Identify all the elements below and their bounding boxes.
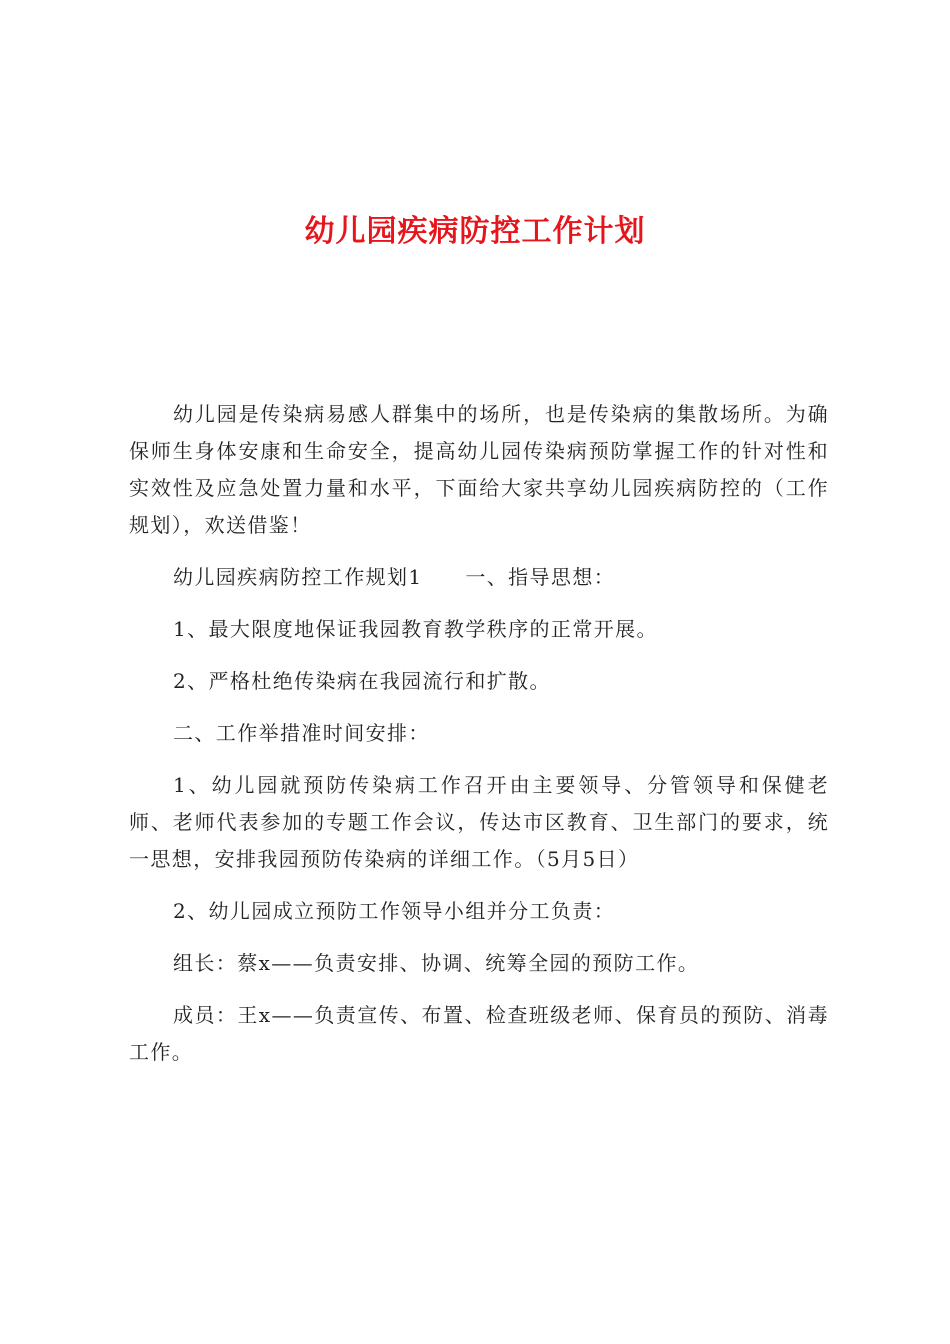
- document-title: 幼儿园疾病防控工作计划: [304, 214, 646, 249]
- paragraph-leader: 组长：蔡x——负责安排、协调、统筹全园的预防工作。: [173, 951, 700, 975]
- paragraph-item-2: 2、严格杜绝传染病在我园流行和扩散。: [173, 669, 551, 693]
- paragraph-intro: 幼儿园是传染病易感人群集中的场所，也是传染病的集散场所。为确保师生身体安康和生命安全，提高幼儿园传染病预防掌握工作的针对性和实效性及应急处置力量和水平，下面给大家共享幼儿园疾病防控的（工作规划），欢送借鉴！: [129, 402, 829, 537]
- paragraph-plan-heading: 幼儿园疾病防控工作规划1 一、指导思想：: [173, 565, 616, 589]
- document-body: [129, 396, 829, 1086]
- paragraph-measure-2: 2、幼儿园成立预防工作领导小组并分工负责：: [173, 899, 616, 923]
- paragraph-section-2-heading: 二、工作举措准时间安排：: [173, 721, 430, 745]
- paragraph-item-1: 1、最大限度地保证我园教育教学秩序的正常开展。: [173, 617, 658, 641]
- paragraph-measure-1: 1、幼儿园就预防传染病工作召开由主要领导、分管领导和保健老师、老师代表参加的专题工作会议，传达市区教育、卫生部门的要求，统一思想，安排我园预防传染病的详细工作。（5月5日）: [129, 773, 829, 871]
- paragraph-member: 成员：王x——负责宣传、布置、检查班级老师、保育员的预防、消毒工作。: [129, 1003, 829, 1064]
